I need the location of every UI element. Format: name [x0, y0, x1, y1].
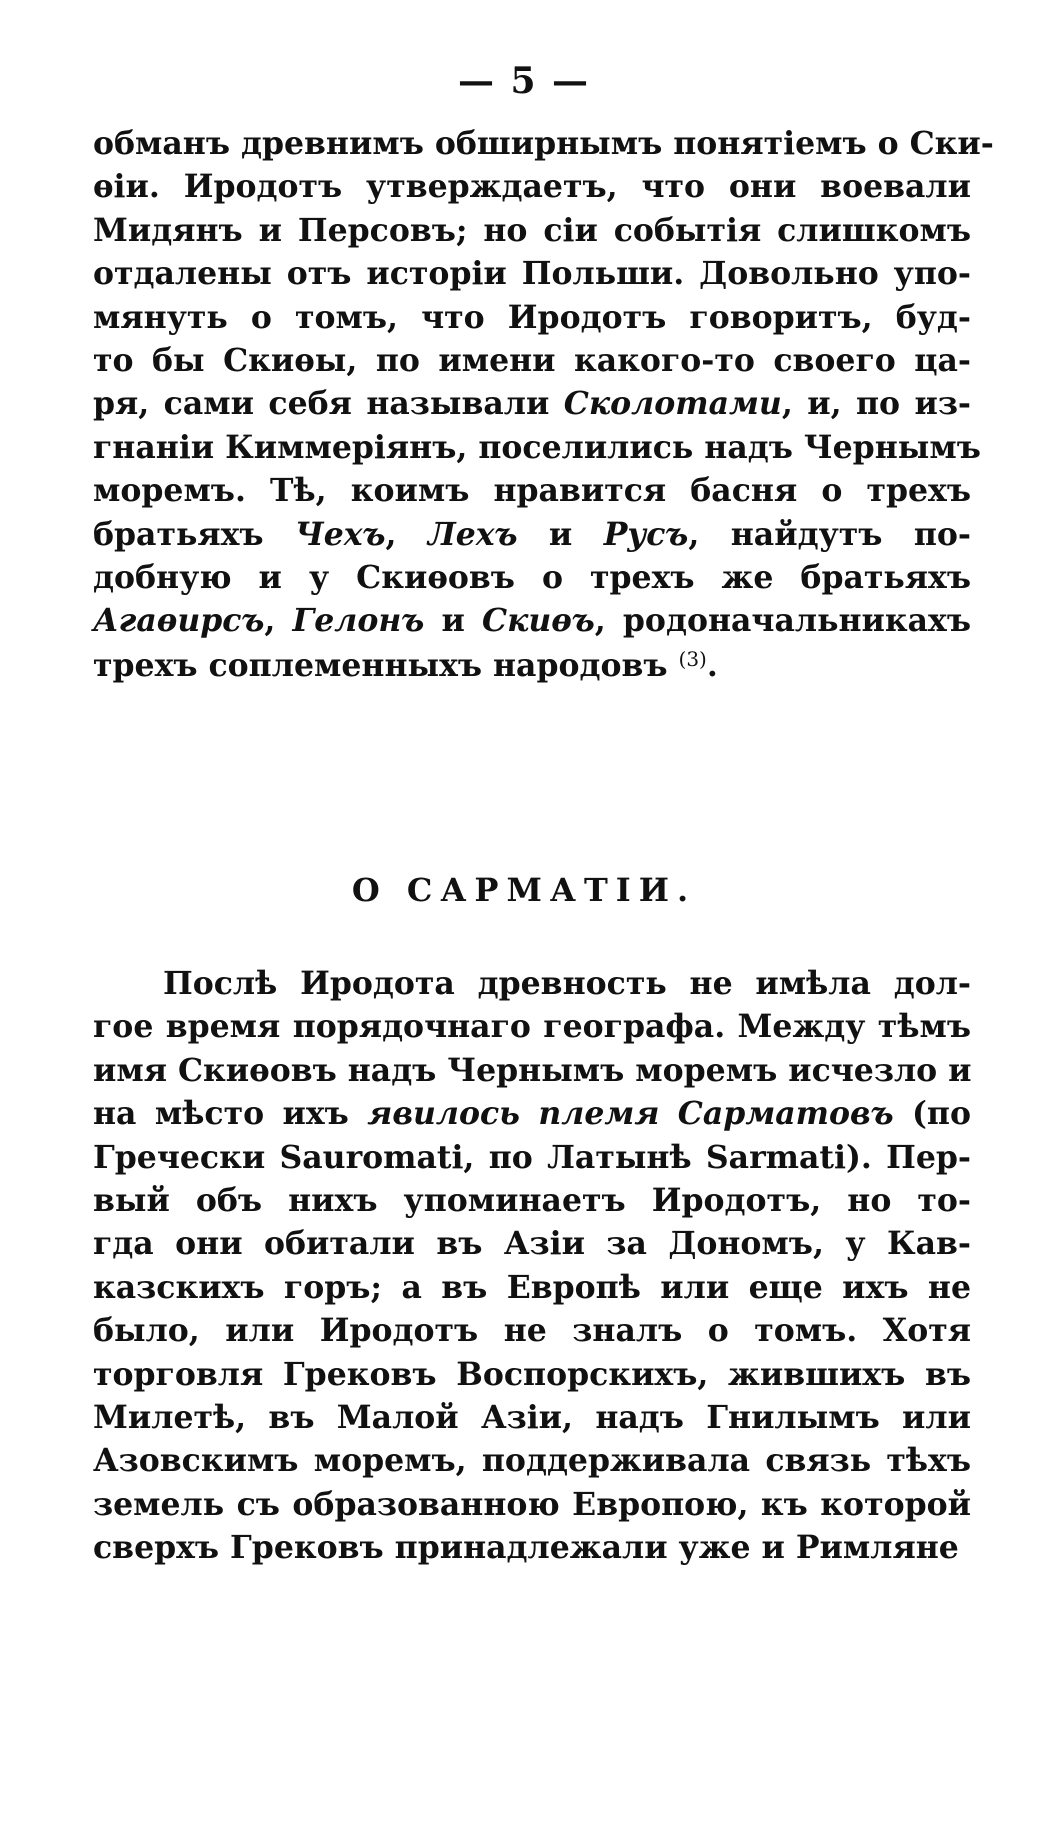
text-line	[93, 1225, 971, 1263]
text-span: , и, по из-	[781, 385, 971, 423]
text-line	[93, 1529, 971, 1567]
text-line	[93, 342, 971, 379]
text-span: , родоначальникахъ	[594, 602, 971, 640]
text-line	[93, 298, 971, 336]
text-line	[93, 602, 971, 640]
text-line	[93, 168, 971, 206]
text-span: то бы Скиѳы, по имени какого-то своего ца-	[93, 342, 971, 379]
text-line	[93, 125, 994, 162]
italic-text: Чехъ	[295, 515, 386, 553]
text-span: гое время порядочнаго географа. Между тѣмъ	[93, 1008, 971, 1046]
text-line	[93, 255, 971, 293]
text-span: торговля Грековъ Воспорскихъ, жившихъ въ	[93, 1355, 971, 1393]
italic-text: Агаѳирсъ	[93, 602, 265, 640]
text-line	[93, 211, 971, 249]
text-span: земель съ образованною Европою, къ которой	[93, 1485, 971, 1523]
text-span: и	[517, 515, 604, 553]
text-line	[93, 1138, 971, 1176]
text-span: ѳiи. Иродотъ утверждаетъ, что они воевали	[93, 168, 971, 206]
text-span: ,	[264, 602, 293, 640]
text-span: моремъ. Тѣ, коимъ нравится басня о трехъ	[93, 472, 971, 510]
text-line	[93, 1399, 971, 1436]
italic-text: Лехъ	[427, 515, 518, 553]
text-span: Азовскимъ моремъ, поддерживала связь тѣхъ	[93, 1442, 971, 1480]
text-span: Гречески Sauromati, по Латынѣ Sarmati). Пер-	[93, 1138, 971, 1176]
text-span: Милетѣ, въ Малой Азiи, надъ Гнилымъ или	[93, 1399, 971, 1436]
text-line	[93, 1182, 971, 1219]
text-span: было, или Иродотъ не зналъ о томъ. Хотя	[93, 1312, 971, 1350]
footnote-ref: (3)	[678, 646, 707, 671]
text-line	[93, 1095, 971, 1133]
text-span: Послѣ Иродота древность не имѣла дол-	[163, 965, 971, 1002]
text-line	[93, 646, 971, 684]
text-span: ря, сами себя называли	[93, 385, 564, 423]
text-line	[93, 1051, 972, 1089]
text-span: вый объ нихъ упоминаетъ Иродотъ, но то-	[93, 1182, 971, 1219]
text-line	[93, 472, 971, 510]
text-span: , найдутъ по-	[688, 515, 971, 553]
text-line	[93, 1442, 971, 1480]
text-span: имя Скиѳовъ надъ Чернымъ моремъ исчезло и	[93, 1051, 972, 1089]
text-span: казскихъ горъ; а въ Европѣ или еще ихъ не	[93, 1268, 971, 1306]
text-line	[93, 1312, 971, 1350]
text-span: братьяхъ	[93, 515, 295, 553]
italic-text: Сколотами	[563, 385, 782, 423]
text-span: и	[424, 602, 482, 640]
text-span: (по	[893, 1095, 971, 1133]
text-line	[93, 1485, 971, 1523]
text-span: обманъ древнимъ обширнымъ понятiемъ о Ски-	[93, 125, 994, 162]
text-line	[93, 428, 981, 466]
text-span: сверхъ Грековъ принадлежали уже и Римляне	[93, 1529, 959, 1567]
text-span: на мѣсто ихъ	[93, 1095, 368, 1133]
page-number: — 5 —	[457, 60, 591, 102]
text-span: добную и у Скиѳовъ о трехъ же братьяхъ	[93, 559, 971, 596]
text-line	[93, 515, 971, 553]
section-heading: О САРМАТIИ.	[351, 871, 697, 909]
text-span: ,	[385, 515, 428, 553]
text-span: .	[706, 646, 718, 684]
text-span: отдалены отъ исторiи Польши. Довольно упо-	[93, 255, 971, 293]
text-line	[93, 1355, 971, 1393]
italic-text: явилось племя Сарматовъ	[367, 1095, 894, 1133]
text-span: гнанiи Киммерiянъ, поселились надъ Чернымъ	[93, 428, 981, 466]
text-span: мянуть о томъ, что Иродотъ говоритъ, буд-	[93, 298, 971, 336]
text-span: трехъ соплеменныхъ народовъ	[93, 646, 679, 684]
text-line	[163, 965, 971, 1002]
text-span: гда они обитали въ Азiи за Дономъ, у Кав-	[93, 1225, 971, 1263]
text-span: Мидянъ и Персовъ; но сiи событiя слишкомъ	[93, 211, 971, 249]
italic-text: Скиѳъ	[482, 602, 595, 640]
italic-text: Русъ	[603, 515, 689, 553]
italic-text: Гелонъ	[292, 602, 425, 640]
text-line	[93, 1268, 971, 1306]
text-line	[93, 1008, 971, 1046]
text-line	[93, 385, 971, 423]
text-line	[93, 559, 971, 596]
